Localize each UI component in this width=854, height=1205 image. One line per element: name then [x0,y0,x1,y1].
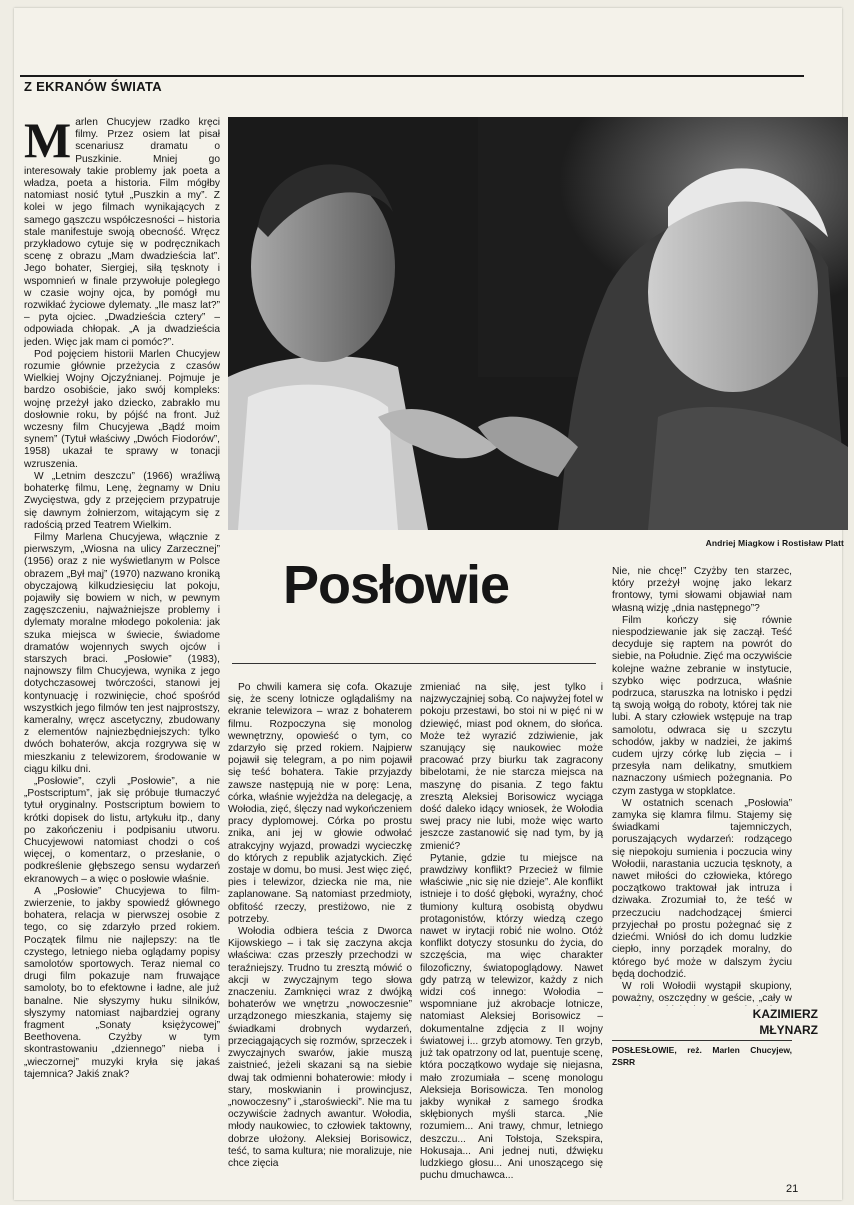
article-headline: Posłowie [283,555,510,615]
paragraph: Pytanie, gdzie tu miejsce na prawdziwy konflikt? Przecież w filmie właściwie „nic się nie dzieje”. Ale konflikt istnieje i to dość głęboki, wyraźny, choć tłumiony kulturą osobistą obydwu protagonistów, którzy wiedzą czego nawet w irytacji robić nie wolno. Otóż konflikt dotyczy stosunku do życia, do szczęścia, ma więc charakter filozoficzny, światopoglądowy. Nawet gdy patrzą w telewizor, każdy z nich widzi coś innego: Wołodia – wspomniane już akrobacje lotnicze, natomiast Aleksiej Borisowicz – dokumentalne zdjęcia z II wojny światowej i... grzyb atomowy. Ten grzyb, już tak opatrzony od lat, puentuje scenę, która początkowo wydaje się niejasna, mało zrozumiała – scenę monologu Aleksieja Borisowicza. Ten monolog jakby wynikał z samego środka skłębionych myśli starca. „Nie rozumiem... Ani trawy, chmur, letniego deszczu... Ani Tołstoja, Szekspira, Hokusaja... Ani jednej nuti, dźwięku ludzkiego głosu... Ani unoszącego się puchu dmuchawca... [420,852,603,1182]
drop-cap: M [24,117,72,168]
column-rule [232,663,596,664]
paragraph: Pod pojęciem historii Marlen Chucyjew rozumie głównie przeżycia z czasów Wielkiej Wojny Ojczyźnianej. Pojmuje je bardzo osobiście, jako swój kompleks: wojnę przeżył jako dziecko, zabrakło mu dosłownie roku, by pójść na front. Już wczesny film Chucyjewa „Bądź moim synem” (Tytuł właściwy „Dwóch Fiodorów”, 1958) ukazał te sprawy w tonacji wzruszenia. [24,348,220,470]
article-column-2 [228,682,412,1182]
paragraph-text: arlen Chucyjew rzadko kręci filmy. Przez osiem lat pisał scenariusz dramatu o Puszkinie. Mniej go interesowały takie problemy jak poeta a władza, poeta a historia. Film mógłby natomiast nosić tytuł „Puszkin a my”. Z kolei w jego filmach wynikających z samego gąszczu współczesności – historia stale manifestuje swoją obecność. Wręcz przykładowo cytuje się w podręcznikach scenę z obrazu „Mam dwadzieścia lat”. Jego bohater, Siergiej, siłą tęsknoty i wspomnień w finale przywołuje poległego w czasie wojny ojca, by pomógł mu rozwikłać życiowe dylematy. „Ile masz lat?” – pyta ojciec. „Dwadzieścia cztery” – odpowiada chłopak. „A ja dwadzieścia jeden. Więc jak mam ci pomóc?”. [24,117,220,348]
article-column-3 [420,682,603,1182]
author-byline [753,1006,818,1038]
paragraph: W ostatnich scenach „Posłowia” zamyka się klamra filmu. Stajemy się świadkami tajemniczych, poruszających wydarzeń: rodzącego się niepokoju sumienia i poczucia winy Wołodii, narastania uczucia tęsknoty, a nawet miłości do człowieka, którego początkowo traktował jak intruza i dziwaka. Zrozumiał to, że teść w przeczuciu nadchodzącej śmierci przyjechał po prostu pożegnać się z dziećmi. Wniósł do ich domu ludzkie ciepło, inny porządek moralny, do którego być może w dalszym życiu będą dochodzić. [612,797,792,980]
paragraph: Film kończy się równie niespodziewanie jak się zaczął. Teść decyduje się raptem na powrót do siebie, na Południe. Zięć ma oczywiście kolejne ważne zebranie w instytucie, szybko więc podrzuca, właśnie podrzuca, staruszka na lotnisko i pędzi tą swoją wołgą do roboty, której tak nie lubi. A stary człowiek wstępuje na trap samolotu, odwraca się u szczytu schodów, jakby w nadziei, że jakimś cudem ujrzy córkę lub zięcia – i przesyła nam delikatny, smutkiem naznaczony uśmiech pożegnania. Po czym zastyga w stopklatce. [612,614,792,797]
paragraph: Po chwili kamera się cofa. Okazuje się, że sceny lotnicze oglądaliśmy na ekranie telewizora – wraz z bohaterem filmu. Rozpoczyna się monolog wewnętrzny, opowieść o tym, co zdarzyło się przed rokiem. Najpierw pojawił się telegram, a po nim pojawił się teść bohatera. Takie przyjazdy zawsze następują nie w porę: Lena, córka, właśnie wyjeżdża na delegację, a Wołodia, zięć, ślęczy nad wykończeniem pracy dyplomowej. Córka po prostu znika, ani jej w głowie odwołać atrakcyjny wyjazd, prowadzi wycieczkę do których z republik azjatyckich. Zięć zostaje w domu, bo musi. Jest więc zięć, pies i telewizor, dziecka nie ma, nie zaplanowane. Są natomiast przedmioty, obfitość rzeczy, prestiżowo, nie z potrzeby. [228,682,412,925]
section-title: Z EKRANÓW ŚWIATA [24,79,162,94]
paragraph: „Posłowie”, czyli „Posłowie”, a nie „Postscriptum”, jak się próbuje tłumaczyć tytuł oryginalny. Postscriptum bowiem to krótki dopisek do listu, artykułu itp., dany po zakończeniu i podpisaniu utworu. Chucyjewowi natomiast chodzi o coś więcej, o komentarz, o przesłanie, o podkreślenie głębszego sensu wydarzeń ekranowych – a więc o posłowie właśnie. [24,775,220,885]
paragraph: W roli Wołodii wystąpił skupiony, poważny, oszczędny w geście, „cały w [612,980,792,1005]
paragraph: Filmy Marlena Chucyjewa, włącznie z pierwszym, „Wiosna na ulicy Zarzecznej” (1956) oraz z nie wyświetlanym w Polsce obrazem „Był maj” (1970) nazwano kroniką obyczajową kilkudziesięciu lat pokoju, pojawiły się bowiem w nich, w pewnym zagęszczeniu, najważniejsze problemy i dylematy moralne młodego pokolenia: jak szuka miejsca w świecie, świadome dramatów wojennych swych ojców i starszych braci. „Posłowie” (1983), najnowszy film Chucyjewa, wynika z jego dotychczasowej twórczości, stanowi jej kontynuację i rozwinięcie, choć spośród wszystkich jego filmów ten jest najprostszy, kameralny, wręcz ascetyczny, zbudowany z elementów najniezbędniejszych: tylko dwóch bohaterów, akcja rozgrywa się w mieszkaniu z telewizorem, środowanie w ciągu kilku dni. [24,531,220,775]
paragraph [24,117,220,349]
paragraph: W „Letnim deszczu” (1966) wraźliwą bohaterkę filmu, Lenę, żegnamy w Dniu Zwycięstwa, gdy z przejęciem przypatruje się dawnym żołnierzom, witającym się z radością przed Teatrem Wielkim. [24,470,220,531]
top-rule [20,75,804,77]
author-first-name: KAZIMIERZ [752,1007,818,1021]
film-still-image [228,117,848,530]
page-number: 21 [786,1183,799,1195]
film-credits: POSŁESŁOWIE, reż. Marlen Chucyjew, ZSRR [612,1045,792,1067]
paragraph: A „Posłowie” Chucyjewa to film-zwierzenie, to jakby spowiedź głównego bohatera, relacja w pierwszej osobie z tego, co się zdarzyło przed rokiem. Początek filmu nie najlepszy: na tle czystego, letniego nieba oglądamy popisy samolotów sportowych. Teraz niemal co drugi film pokazuje nam fruwające samoloty, bo to efektowne i ładne, ale już banalne. Nie słyszymy huku silników, słyszymy natomiast najbardziej ograny fragment „Sonaty księżycowej” Beethovena. Czyżby w tym skontrastowaniu „dziennego” nieba i „wieczornej” muzyki kryła się jakaś tajemnica? Jakiś znak? [24,885,220,1080]
paragraph: Wołodia odbiera teścia z Dworca Kijowskiego – i tak się zaczyna akcja właściwa: czas przeszły przechodzi w teraźniejszy. Trudno tu zresztą mówić o akcji w zwyczajnym tego słowa znaczeniu. Zamknięci wraz z dwójką bohaterów we wnętrzu „nowoczesnie” urządzonego mieszkania, stajemy się świadkami drobnych wydarzeń, przeciągających się rozmów, sprzeczek i zwyczajnych swarów, jakie muszą zaistnieć, jeżeli skazani są na siebie dwaj tak odmienni bohaterowie: młody i stary, moskwianin i prowincjusz, „nowoczesny” i „staroświecki”. Nie ma tu oczywiście żadnych awantur. Wołodia, młody naukowiec, to człowiek taktowny, dobrze ułożony. Aleksiej Borisowicz, teść, to sama kultura; nie moralizuje, nie chce zięcia [228,926,412,1169]
paragraph: zmieniać na siłę, jest tylko i najzwyczajniej sobą. Co najwyżej fotel w pokoju przestawi, bo stoi ni w pięć ni w dziewięć, miast pod oknem, do słońca. Może też wyrazić zdziwienie, jak szanujący się naukowiec może pracować przy biurku tak zagracony bibelotami, że nie starcza miejsca na maszynę do pisania. Z tego faktu zresztą Aleksiej Borisowicz wyciąga dość daleko idący wniosek, że Wołodia swej pracy nie lubi, może więc warto jeszcze zastanowić się nad tym, by ją zmienić? [420,682,603,852]
film-still-photo [228,117,848,530]
photo-caption: Andriej Miagkow i Rostisław Platt [705,538,844,548]
article-column-1 [24,117,220,1192]
article-column-4 [612,566,792,1006]
paragraph: Nie, nie chcę!” Czyżby ten starzec, który przeżył wojnę jako lekarz frontowy, tymi słowami objawiał nam własną wizję „dnia następnego”? [612,566,792,614]
credits-rule [612,1040,792,1041]
author-last-name: MŁYNARZ [759,1023,818,1037]
